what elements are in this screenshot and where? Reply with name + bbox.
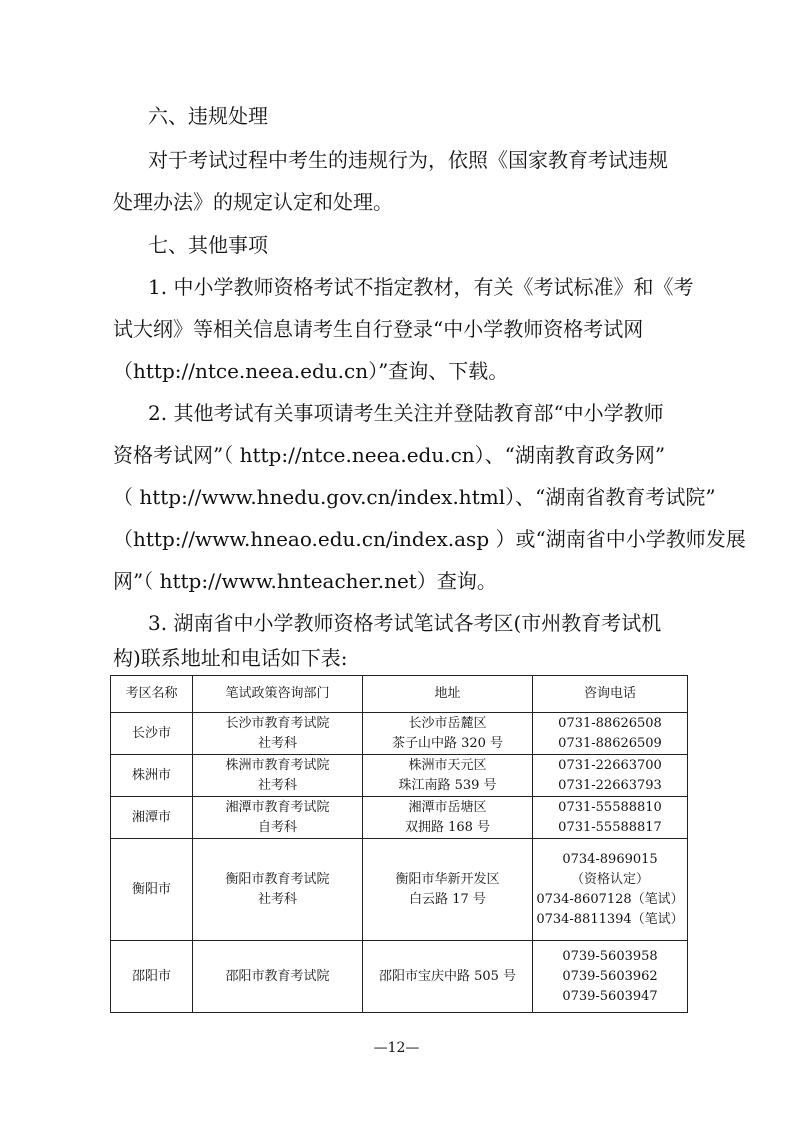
header-address: 地址 bbox=[363, 676, 533, 713]
address-line: 珠江南路 539 号 bbox=[398, 777, 497, 793]
address-line: 衡阳市华新开发区 bbox=[395, 871, 500, 887]
cell-dept bbox=[193, 713, 363, 755]
section6-heading: 六、违规处理 bbox=[148, 104, 268, 128]
cell-address bbox=[363, 941, 533, 1013]
cell-region: 株洲市 bbox=[111, 755, 193, 797]
dept-line: 株洲市教育考试院 bbox=[225, 757, 330, 773]
item2-line3: （ http://www.hnedu.gov.cn/index.html）、“湖南省教育考试院” bbox=[113, 485, 716, 509]
address-line: 茶子山中路 320 号 bbox=[391, 735, 504, 751]
item3-line2: 构)联系地址和电话如下表: bbox=[113, 646, 348, 670]
item2-line5: 网”（ http://www.hnteacher.net）查询。 bbox=[113, 569, 497, 593]
phone-line: 0734-8811394（笔试） bbox=[536, 911, 684, 927]
cell-region: 邵阳市 bbox=[111, 941, 193, 1013]
cell-region: 长沙市 bbox=[111, 713, 193, 755]
dept-line: 社考科 bbox=[257, 777, 297, 793]
phone-line: （资格认定） bbox=[570, 871, 649, 887]
phone-line: 0739-5603958 bbox=[562, 948, 658, 964]
item1-line3: （http://ntce.neea.edu.cn）”查询、下载。 bbox=[113, 359, 509, 383]
cell-dept bbox=[193, 797, 363, 839]
cell-phone bbox=[533, 755, 688, 797]
header-phone: 咨询电话 bbox=[533, 676, 688, 713]
phone-line: 0731-22663793 bbox=[558, 777, 662, 793]
address-line: 双拥路 168 号 bbox=[404, 819, 491, 835]
table-row bbox=[111, 755, 688, 797]
table-row bbox=[111, 713, 688, 755]
phone-line: 0731-55588817 bbox=[558, 819, 662, 835]
cell-address bbox=[363, 713, 533, 755]
phone-line: 0731-88626508 bbox=[558, 715, 662, 731]
cell-region: 衡阳市 bbox=[111, 839, 193, 941]
phone-line: 0731-88626509 bbox=[558, 735, 662, 751]
cell-region: 湘潭市 bbox=[111, 797, 193, 839]
address-line: 邵阳市宝庆中路 505 号 bbox=[378, 968, 517, 984]
address-line: 株洲市天元区 bbox=[408, 757, 487, 773]
phone-line: 0734-8607128（笔试） bbox=[536, 891, 684, 907]
item2-line2: 资格考试网”（ http://ntce.neea.edu.cn）、“湖南教育政务网” bbox=[113, 443, 666, 467]
section6-body-line1: 对于考试过程中考生的违规行为，依照《国家教育考试违规 bbox=[148, 148, 668, 172]
dept-line: 社考科 bbox=[257, 735, 297, 751]
cell-phone bbox=[533, 839, 688, 941]
contact-table bbox=[110, 675, 688, 1013]
cell-dept bbox=[193, 941, 363, 1013]
section6-body-line2: 处理办法》的规定认定和处理。 bbox=[113, 190, 393, 214]
dept-line: 自考科 bbox=[257, 819, 297, 835]
item2-line4: （http://www.hneao.edu.cn/index.asp ）或“湖南省中小学教师发展 bbox=[113, 527, 746, 551]
cell-dept bbox=[193, 755, 363, 797]
table-header-row bbox=[111, 676, 688, 713]
header-dept: 笔试政策咨询部门 bbox=[193, 676, 363, 713]
dept-line: 邵阳市教育考试院 bbox=[225, 968, 330, 984]
dept-line: 衡阳市教育考试院 bbox=[225, 871, 330, 887]
cell-address bbox=[363, 839, 533, 941]
address-line: 湘潭市岳塘区 bbox=[408, 799, 487, 815]
cell-dept bbox=[193, 839, 363, 941]
address-line: 长沙市岳麓区 bbox=[408, 715, 487, 731]
page-number: —12— bbox=[373, 1040, 420, 1056]
section7-heading: 七、其他事项 bbox=[148, 233, 268, 257]
item2-line1: 2. 其他考试有关事项请考生关注并登陆教育部“中小学教师 bbox=[148, 401, 664, 425]
cell-address bbox=[363, 755, 533, 797]
dept-line: 长沙市教育考试院 bbox=[225, 715, 330, 731]
dept-line: 湘潭市教育考试院 bbox=[225, 799, 330, 815]
header-region: 考区名称 bbox=[111, 676, 193, 713]
cell-phone bbox=[533, 713, 688, 755]
item3-line1: 3. 湖南省中小学教师资格考试笔试各考区(市州教育考试机 bbox=[148, 611, 662, 635]
dept-line: 社考科 bbox=[257, 891, 297, 907]
phone-line: 0731-55588810 bbox=[558, 799, 662, 815]
item1-line1: 1. 中小学教师资格考试不指定教材，有关《考试标准》和《考 bbox=[148, 275, 694, 299]
table-row bbox=[111, 839, 688, 941]
cell-address bbox=[363, 797, 533, 839]
phone-line: 0739-5603962 bbox=[562, 968, 658, 984]
address-line: 白云路 17 号 bbox=[409, 891, 486, 907]
cell-phone bbox=[533, 941, 688, 1013]
table-row bbox=[111, 797, 688, 839]
phone-line: 0731-22663700 bbox=[558, 757, 662, 773]
cell-phone bbox=[533, 797, 688, 839]
table-row bbox=[111, 941, 688, 1013]
phone-line: 0739-5603947 bbox=[562, 988, 658, 1004]
item1-line2: 试大纲》等相关信息请考生自行登录“中小学教师资格考试网 bbox=[113, 317, 644, 341]
phone-line: 0734-8969015 bbox=[562, 851, 658, 867]
